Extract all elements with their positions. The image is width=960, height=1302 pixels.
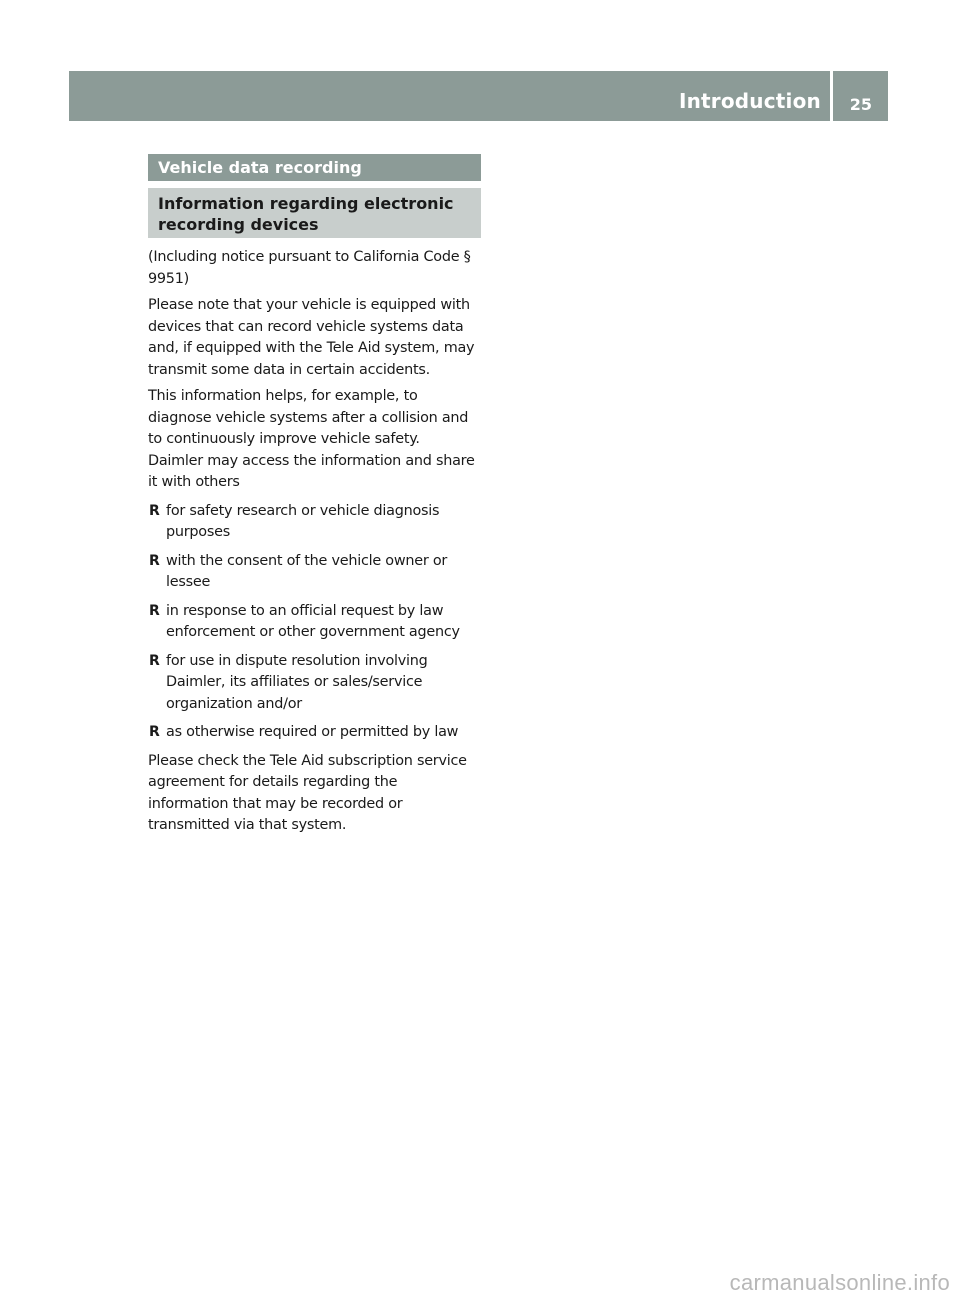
paragraph-equipped-devices: Please note that your vehicle is equipped with devices that can record vehicle systems data and, if equipped with the Tele Aid system, may transmit some data in certain accidents.: [148, 297, 475, 378]
list-item-text: with the consent of the vehicle owner or lessee: [166, 552, 448, 590]
bullet-list: [148, 501, 481, 744]
list-item-text: for safety research or vehicle diagnosis purposes: [166, 502, 440, 540]
header-divider: [830, 71, 833, 121]
list-item-text: as otherwise required or permitted by law: [166, 724, 459, 740]
watermark: carmanualsonline.info: [729, 1270, 950, 1295]
list-item: [148, 601, 481, 644]
list-item-text: for use in dispute resolution involving Daimler, its affiliates or sales/service organization and/or: [166, 652, 428, 712]
list-item: [148, 651, 481, 716]
list-item-text: in response to an official request by law enforcement or other government agency: [166, 602, 460, 640]
bullet-marker: R: [149, 724, 160, 740]
subsection-heading: Information regarding electronic recording devices: [148, 188, 481, 238]
bullet-marker: R: [149, 602, 160, 619]
section-title: Introduction: [678, 89, 821, 113]
bullet-marker: R: [149, 652, 160, 669]
paragraph-information-helps: This information helps, for example, to diagnose vehicle systems after a collision and to continuously improve vehicle safety.: [148, 388, 469, 447]
list-item: [148, 551, 481, 594]
bullet-marker: R: [149, 552, 160, 569]
section-heading: Vehicle data recording: [148, 154, 481, 181]
list-item: [148, 722, 481, 744]
page-number: 25: [849, 95, 872, 114]
paragraph-california-code: (Including notice pursuant to California Code § 9951): [148, 249, 471, 287]
paragraph-daimler-access: Daimler may access the information and share it with others: [148, 452, 475, 490]
content-column: [148, 154, 481, 842]
bullet-marker: R: [149, 502, 160, 519]
paragraph-tele-aid-agreement: Please check the Tele Aid subscription service agreement for details regarding the information that may be recorded or transmitted via that system.: [148, 752, 467, 833]
page-header: [69, 71, 888, 121]
list-item: [148, 501, 481, 544]
